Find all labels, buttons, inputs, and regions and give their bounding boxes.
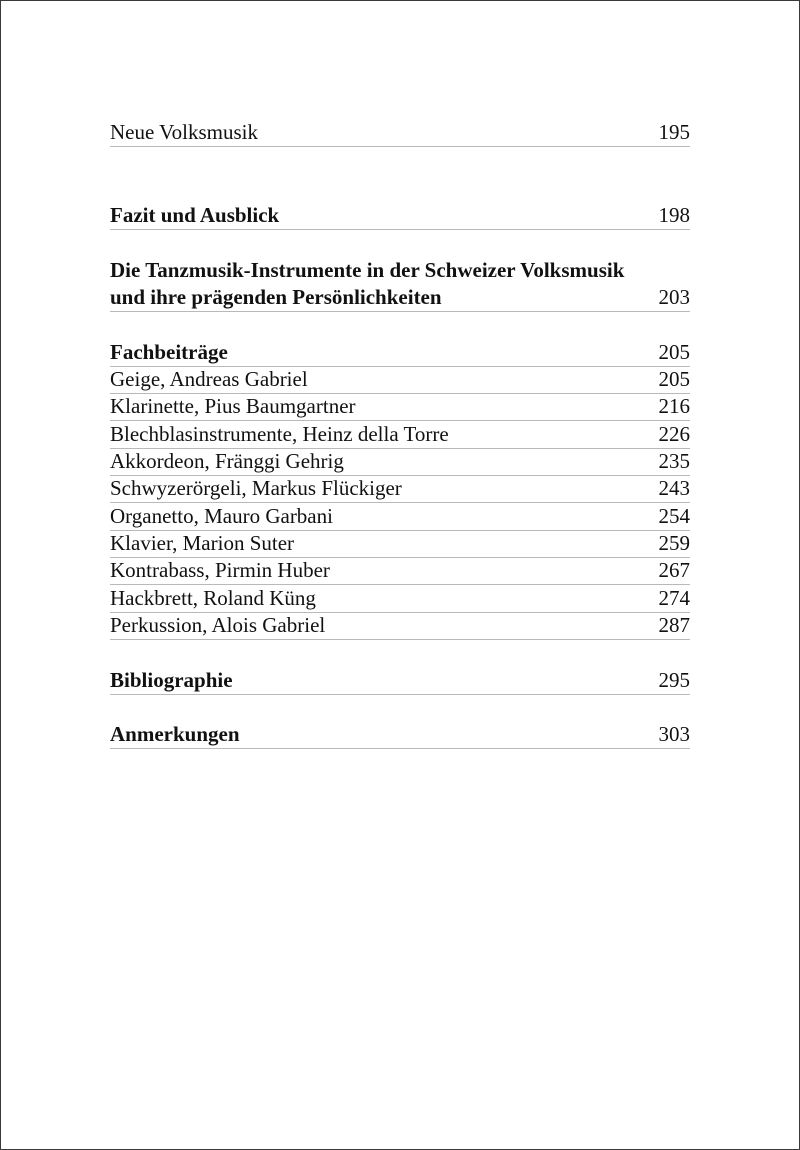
toc-entry-page: 259 [658, 531, 690, 555]
toc-entry-title: Geige, Andreas Gabriel [110, 367, 308, 391]
toc-entry-title: Neue Volksmusik [110, 120, 258, 144]
toc-entry-title: Blechblasinstrumente, Heinz della Torre [110, 422, 449, 446]
toc-entry-page: 205 [658, 367, 690, 391]
toc-entry-blechblasinstrumente[interactable] [110, 421, 690, 449]
toc-entry-tanzmusik-instrumente[interactable] [110, 257, 690, 312]
toc-entry-hackbrett[interactable] [110, 585, 690, 613]
toc-entry-title: Kontrabass, Pirmin Huber [110, 558, 330, 582]
toc-entry-perkussion[interactable] [110, 612, 690, 640]
toc-entry-page: 243 [658, 476, 690, 500]
toc-entry-klarinette[interactable] [110, 393, 690, 421]
toc-entry-title: Klarinette, Pius Baumgartner [110, 394, 356, 418]
toc-entry-page: 287 [658, 613, 690, 637]
toc-entry-kontrabass[interactable] [110, 557, 690, 585]
toc-entry-title: Fazit und Ausblick [110, 203, 280, 227]
toc-entry-title: Bibliographie [110, 668, 233, 692]
toc-entry-title: Klavier, Marion Suter [110, 531, 295, 555]
toc-entry-page: 205 [658, 340, 690, 364]
toc-entry-klavier[interactable] [110, 530, 690, 558]
toc-entry-title: Fachbeiträge [110, 340, 228, 364]
toc-entry-anmerkungen[interactable] [110, 721, 690, 749]
toc-entry-neue-volksmusik[interactable] [110, 119, 690, 147]
toc-entry-page: 274 [658, 586, 690, 610]
toc-entry-page: 198 [658, 203, 690, 227]
toc-entry-title: Die Tanzmusik-Instrumente in der Schweizer Volksmusik und ihre prägenden Persönlichkeiten [110, 258, 625, 309]
toc-entry-page: 216 [658, 394, 690, 418]
toc-entry-title: Organetto, Mauro Garbani [110, 504, 333, 528]
toc-entry-page: 195 [658, 120, 690, 144]
toc-entry-page: 267 [658, 558, 690, 582]
toc-entry-page: 295 [658, 668, 690, 692]
toc-entry-page: 226 [658, 422, 690, 446]
toc-entry-page: 203 [658, 285, 690, 309]
toc-entry-title: Akkordeon, Fränggi Gehrig [110, 449, 344, 473]
toc-entry-organetto[interactable] [110, 503, 690, 531]
toc-entry-page: 235 [658, 449, 690, 473]
toc-entry-title: Perkussion, Alois Gabriel [110, 613, 326, 637]
toc-entry-fazit-und-ausblick[interactable] [110, 202, 690, 230]
toc-entry-title: Hackbrett, Roland Küng [110, 586, 316, 610]
toc-entry-fachbeitraege[interactable] [110, 339, 690, 367]
toc-entry-title: Anmerkungen [110, 722, 240, 746]
toc-entry-page: 254 [658, 504, 690, 528]
toc-entry-geige[interactable] [110, 366, 690, 394]
toc-entry-title: Schwyzerörgeli, Markus Flückiger [110, 476, 402, 500]
toc-entry-bibliographie[interactable] [110, 667, 690, 695]
toc-entry-akkordeon[interactable] [110, 448, 690, 476]
toc-entry-page: 303 [658, 722, 690, 746]
toc-entry-schwyzeroergeli[interactable] [110, 475, 690, 503]
